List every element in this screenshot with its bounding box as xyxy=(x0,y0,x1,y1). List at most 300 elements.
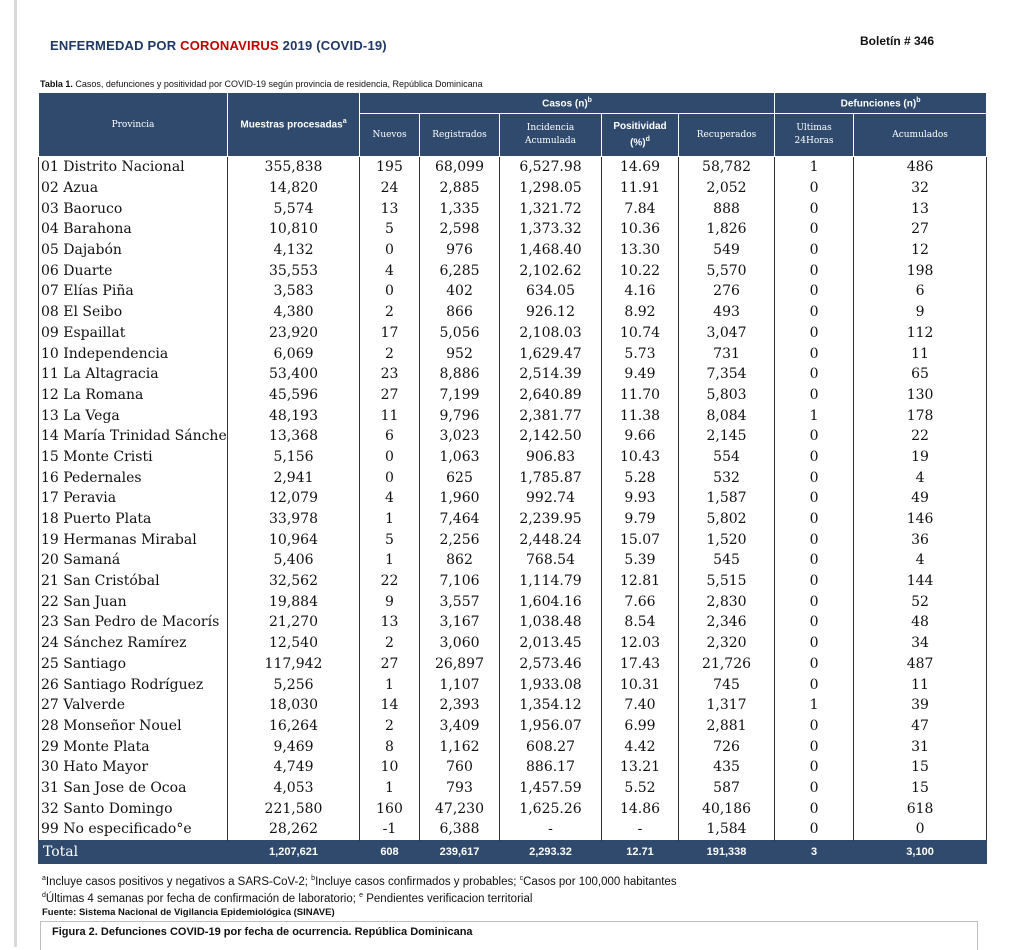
cell-muestras: 33,978 xyxy=(228,509,360,530)
cell-nuevos: 4 xyxy=(360,488,420,509)
cell-positividad: 7.84 xyxy=(602,198,679,219)
table-row xyxy=(39,529,987,550)
cell-incidencia: 1,457.59 xyxy=(500,778,602,799)
cell-incidencia: 1,468.40 xyxy=(500,240,602,261)
cell-provincia: 14 María Trinidad Sánche xyxy=(39,426,228,447)
total-cell-acumulados: 3,100 xyxy=(854,840,987,863)
cell-muestras: 10,810 xyxy=(228,219,360,240)
cell-muestras: 45,596 xyxy=(228,385,360,406)
cell-recuperados: 726 xyxy=(679,736,775,757)
cell-provincia: 04 Barahona xyxy=(39,219,228,240)
table-row xyxy=(39,467,987,488)
cell-acumulados: 130 xyxy=(854,385,987,406)
cell-recuperados: 745 xyxy=(679,674,775,695)
title-highlight: CORONAVIRUS xyxy=(180,38,279,53)
cell-ultimas-24h: 0 xyxy=(775,426,854,447)
cell-positividad: 8.54 xyxy=(602,612,679,633)
group-header-defunciones: Defunciones $(n)^b$ xyxy=(775,93,987,114)
cell-incidencia: 886.17 xyxy=(500,757,602,778)
cell-recuperados: 2,346 xyxy=(679,612,775,633)
cell-recuperados: 1,584 xyxy=(679,819,775,840)
cell-acumulados: 198 xyxy=(854,260,987,281)
cell-recuperados: 435 xyxy=(679,757,775,778)
cell-recuperados: 2,830 xyxy=(679,591,775,612)
table-caption-label: Tabla 1. xyxy=(40,79,73,89)
table-row xyxy=(39,591,987,612)
cell-ultimas-24h: 0 xyxy=(775,571,854,592)
cell-ultimas-24h: 0 xyxy=(775,447,854,468)
cell-registrados: 1,960 xyxy=(420,488,500,509)
cell-incidencia: 1,298.05 xyxy=(500,178,602,199)
cell-positividad: - xyxy=(602,819,679,840)
cell-registrados: 26,897 xyxy=(420,654,500,675)
cell-recuperados: 549 xyxy=(679,240,775,261)
cell-muestras: 4,132 xyxy=(228,240,360,261)
cell-muestras: 117,942 xyxy=(228,654,360,675)
cell-acumulados: 618 xyxy=(854,798,987,819)
col-header-nuevos: Nuevos xyxy=(360,114,420,157)
cell-registrados: 3,060 xyxy=(420,633,500,654)
cell-recuperados: 8,084 xyxy=(679,405,775,426)
cell-nuevos: 5 xyxy=(360,529,420,550)
cell-acumulados: 11 xyxy=(854,674,987,695)
cell-positividad: 13.21 xyxy=(602,757,679,778)
cell-acumulados: 178 xyxy=(854,405,987,426)
cell-positividad: 9.79 xyxy=(602,509,679,530)
cell-muestras: 14,820 xyxy=(228,178,360,199)
cell-recuperados: 587 xyxy=(679,778,775,799)
col-header-muestras: Muestras procesadas$^a$ xyxy=(228,93,360,157)
cell-muestras: 12,540 xyxy=(228,633,360,654)
cell-nuevos: 10 xyxy=(360,757,420,778)
footnote-line-2: $^d$Últimas 4 semanas por fecha de confirmación de laboratorio; $^e$ Pendientes verificacion territorial xyxy=(42,891,533,905)
cell-registrados: 793 xyxy=(420,778,500,799)
cell-nuevos: 11 xyxy=(360,405,420,426)
cell-muestras: 5,256 xyxy=(228,674,360,695)
cell-positividad: 5.39 xyxy=(602,550,679,571)
table-row xyxy=(39,571,987,592)
cell-muestras: 13,368 xyxy=(228,426,360,447)
cell-muestras: 9,469 xyxy=(228,736,360,757)
cell-nuevos: 27 xyxy=(360,654,420,675)
cell-acumulados: 52 xyxy=(854,591,987,612)
table-row xyxy=(39,364,987,385)
cell-provincia: 11 La Altagracia xyxy=(39,364,228,385)
cell-ultimas-24h: 0 xyxy=(775,509,854,530)
cell-provincia: 28 Monseñor Nouel xyxy=(39,716,228,737)
cell-positividad: 10.74 xyxy=(602,323,679,344)
cell-nuevos: 2 xyxy=(360,716,420,737)
cell-incidencia: 1,956.07 xyxy=(500,716,602,737)
cell-ultimas-24h: 0 xyxy=(775,281,854,302)
footnote-line-1: $^a$Incluye casos positivos y negativos a SARS-CoV-2; $^b$Incluye casos confirmados y probables; $^c$Casos por 100,000 habitantes xyxy=(42,875,677,888)
cell-registrados: 2,393 xyxy=(420,695,500,716)
cell-recuperados: 545 xyxy=(679,550,775,571)
cell-ultimas-24h: 0 xyxy=(775,736,854,757)
cell-registrados: 5,056 xyxy=(420,323,500,344)
cell-muestras: 53,400 xyxy=(228,364,360,385)
cell-recuperados: 21,726 xyxy=(679,654,775,675)
cell-recuperados: 731 xyxy=(679,343,775,364)
cell-provincia: 25 Santiago xyxy=(39,654,228,675)
cell-provincia: 18 Puerto Plata xyxy=(39,509,228,530)
cell-ultimas-24h: 0 xyxy=(775,819,854,840)
col-header-ultimas-24h: Ultimas 24Horas xyxy=(775,114,854,157)
cell-acumulados: 47 xyxy=(854,716,987,737)
cell-provincia: 32 Santo Domingo xyxy=(39,798,228,819)
col-header-provincia: Provincia xyxy=(39,93,228,157)
cell-ultimas-24h: 0 xyxy=(775,550,854,571)
cell-provincia: 03 Baoruco xyxy=(39,198,228,219)
cell-muestras: 5,406 xyxy=(228,550,360,571)
cell-provincia: 02 Azua xyxy=(39,178,228,199)
cell-positividad: 9.66 xyxy=(602,426,679,447)
col-header-acumulados: Acumulados xyxy=(854,114,987,157)
cell-positividad: 4.16 xyxy=(602,281,679,302)
cell-recuperados: 40,186 xyxy=(679,798,775,819)
cell-provincia: 22 San Juan xyxy=(39,591,228,612)
table-caption-text: Casos, defunciones y positividad por COVID-19 según provincia de residencia, República Dominicana xyxy=(72,79,483,89)
col-header-incidencia: Incidencia Acumulada xyxy=(500,114,602,157)
cell-positividad: 11.38 xyxy=(602,405,679,426)
cell-positividad: 10.22 xyxy=(602,260,679,281)
cell-nuevos: 160 xyxy=(360,798,420,819)
table-row xyxy=(39,654,987,675)
cell-provincia: 17 Peravia xyxy=(39,488,228,509)
data-source: Fuente: Sistema Nacional de Vigilancia Epidemiológica (SINAVE) xyxy=(42,906,335,918)
bulletin-number: Boletín # 346 xyxy=(860,34,935,48)
cell-incidencia: 2,514.39 xyxy=(500,364,602,385)
cell-provincia: 31 San Jose de Ocoa xyxy=(39,778,228,799)
cell-ultimas-24h: 0 xyxy=(775,654,854,675)
cell-nuevos: -1 xyxy=(360,819,420,840)
cell-acumulados: 48 xyxy=(854,612,987,633)
cell-recuperados: 493 xyxy=(679,302,775,323)
cell-nuevos: 24 xyxy=(360,178,420,199)
cell-registrados: 976 xyxy=(420,240,500,261)
table-row xyxy=(39,240,987,261)
cell-muestras: 48,193 xyxy=(228,405,360,426)
cell-registrados: 7,199 xyxy=(420,385,500,406)
table-row xyxy=(39,612,987,633)
cell-ultimas-24h: 0 xyxy=(775,529,854,550)
cell-nuevos: 1 xyxy=(360,778,420,799)
cell-incidencia: 2,381.77 xyxy=(500,405,602,426)
table-row xyxy=(39,736,987,757)
cell-provincia: 15 Monte Cristi xyxy=(39,447,228,468)
cell-provincia: 06 Duarte xyxy=(39,260,228,281)
cell-recuperados: 5,570 xyxy=(679,260,775,281)
cell-ultimas-24h: 0 xyxy=(775,343,854,364)
cell-ultimas-24h: 0 xyxy=(775,798,854,819)
cell-ultimas-24h: 0 xyxy=(775,633,854,654)
cell-registrados: 866 xyxy=(420,302,500,323)
cell-nuevos: 9 xyxy=(360,591,420,612)
cell-ultimas-24h: 0 xyxy=(775,364,854,385)
table-row xyxy=(39,509,987,530)
cell-recuperados: 1,317 xyxy=(679,695,775,716)
cell-incidencia: 608.27 xyxy=(500,736,602,757)
table-row xyxy=(39,281,987,302)
cell-incidencia: 2,013.45 xyxy=(500,633,602,654)
cell-recuperados: 2,881 xyxy=(679,716,775,737)
cell-recuperados: 276 xyxy=(679,281,775,302)
cell-recuperados: 2,052 xyxy=(679,178,775,199)
cell-muestras: 4,053 xyxy=(228,778,360,799)
cell-nuevos: 0 xyxy=(360,467,420,488)
table-row xyxy=(39,778,987,799)
cell-provincia: 16 Pedernales xyxy=(39,467,228,488)
cell-muestras: 6,069 xyxy=(228,343,360,364)
cell-registrados: 2,885 xyxy=(420,178,500,199)
cell-registrados: 625 xyxy=(420,467,500,488)
table-row xyxy=(39,798,987,819)
total-cell-provincia: Total xyxy=(39,840,228,863)
cell-incidencia: 1,604.16 xyxy=(500,591,602,612)
cell-ultimas-24h: 0 xyxy=(775,240,854,261)
cell-registrados: 9,796 xyxy=(420,405,500,426)
cell-incidencia: 906.83 xyxy=(500,447,602,468)
cell-acumulados: 27 xyxy=(854,219,987,240)
cell-nuevos: 1 xyxy=(360,509,420,530)
cell-incidencia: 2,573.46 xyxy=(500,654,602,675)
cell-ultimas-24h: 0 xyxy=(775,385,854,406)
cell-nuevos: 17 xyxy=(360,323,420,344)
cell-acumulados: 36 xyxy=(854,529,987,550)
cell-muestras: 4,749 xyxy=(228,757,360,778)
cell-registrados: 8,886 xyxy=(420,364,500,385)
cell-recuperados: 5,802 xyxy=(679,509,775,530)
cell-incidencia: 1,629.47 xyxy=(500,343,602,364)
cell-positividad: 15.07 xyxy=(602,529,679,550)
table-row xyxy=(39,302,987,323)
page-left-rule xyxy=(14,0,17,947)
cell-acumulados: 65 xyxy=(854,364,987,385)
cell-acumulados: 487 xyxy=(854,654,987,675)
cell-provincia: 24 Sánchez Ramírez xyxy=(39,633,228,654)
cell-positividad: 9.49 xyxy=(602,364,679,385)
total-cell-positividad: 12.71 xyxy=(602,840,679,863)
table-row xyxy=(39,178,987,199)
table-caption xyxy=(40,79,483,89)
cell-positividad: 6.99 xyxy=(602,716,679,737)
cell-positividad: 5.28 xyxy=(602,467,679,488)
cell-acumulados: 146 xyxy=(854,509,987,530)
table-total-row xyxy=(39,840,987,863)
cell-nuevos: 22 xyxy=(360,571,420,592)
cell-nuevos: 13 xyxy=(360,198,420,219)
cell-incidencia: 6,527.98 xyxy=(500,157,602,178)
col-header-positividad: Positividad (%)$^d$ xyxy=(602,114,679,157)
cell-ultimas-24h: 0 xyxy=(775,467,854,488)
table-row xyxy=(39,260,987,281)
cell-ultimas-24h: 0 xyxy=(775,178,854,199)
cell-muestras: 5,574 xyxy=(228,198,360,219)
cell-ultimas-24h: 0 xyxy=(775,302,854,323)
cell-acumulados: 15 xyxy=(854,757,987,778)
total-cell-incidencia: 2,293.32 xyxy=(500,840,602,863)
cell-incidencia: 1,321.72 xyxy=(500,198,602,219)
table-row xyxy=(39,323,987,344)
table-row xyxy=(39,385,987,406)
cell-registrados: 760 xyxy=(420,757,500,778)
cell-positividad: 4.42 xyxy=(602,736,679,757)
cell-acumulados: 34 xyxy=(854,633,987,654)
cell-registrados: 7,106 xyxy=(420,571,500,592)
cell-recuperados: 5,515 xyxy=(679,571,775,592)
cell-incidencia: 2,142.50 xyxy=(500,426,602,447)
total-cell-ultimas-24h: 3 xyxy=(775,840,854,863)
cell-muestras: 10,964 xyxy=(228,529,360,550)
document-title xyxy=(50,38,387,53)
cell-nuevos: 2 xyxy=(360,343,420,364)
table-row xyxy=(39,819,987,840)
cell-incidencia: 1,373.32 xyxy=(500,219,602,240)
cell-nuevos: 2 xyxy=(360,302,420,323)
cell-registrados: 1,162 xyxy=(420,736,500,757)
cell-acumulados: 0 xyxy=(854,819,987,840)
cell-recuperados: 5,803 xyxy=(679,385,775,406)
cell-muestras: 32,562 xyxy=(228,571,360,592)
cell-acumulados: 49 xyxy=(854,488,987,509)
cell-nuevos: 4 xyxy=(360,260,420,281)
total-cell-recuperados: 191,338 xyxy=(679,840,775,863)
cell-recuperados: 1,587 xyxy=(679,488,775,509)
cell-provincia: 01 Distrito Nacional xyxy=(39,157,228,178)
table-row xyxy=(39,695,987,716)
cell-positividad: 5.73 xyxy=(602,343,679,364)
cell-ultimas-24h: 0 xyxy=(775,219,854,240)
cell-incidencia: 1,625.26 xyxy=(500,798,602,819)
cell-registrados: 3,167 xyxy=(420,612,500,633)
table-row xyxy=(39,219,987,240)
cell-muestras: 19,884 xyxy=(228,591,360,612)
cell-provincia: 26 Santiago Rodríguez xyxy=(39,674,228,695)
cell-acumulados: 9 xyxy=(854,302,987,323)
cell-nuevos: 14 xyxy=(360,695,420,716)
cell-provincia: 08 El Seibo xyxy=(39,302,228,323)
cell-registrados: 2,256 xyxy=(420,529,500,550)
cell-muestras: 35,553 xyxy=(228,260,360,281)
cell-nuevos: 0 xyxy=(360,447,420,468)
cell-acumulados: 19 xyxy=(854,447,987,468)
table-row xyxy=(39,674,987,695)
cell-provincia: 23 San Pedro de Macorís xyxy=(39,612,228,633)
cell-positividad: 5.52 xyxy=(602,778,679,799)
cell-muestras: 12,079 xyxy=(228,488,360,509)
cell-positividad: 10.31 xyxy=(602,674,679,695)
cell-positividad: 7.40 xyxy=(602,695,679,716)
cell-provincia: 10 Independencia xyxy=(39,343,228,364)
cell-recuperados: 58,782 xyxy=(679,157,775,178)
cell-acumulados: 15 xyxy=(854,778,987,799)
cell-ultimas-24h: 0 xyxy=(775,612,854,633)
cell-registrados: 1,063 xyxy=(420,447,500,468)
cell-registrados: 68,099 xyxy=(420,157,500,178)
cell-nuevos: 0 xyxy=(360,281,420,302)
cell-incidencia: 1,354.12 xyxy=(500,695,602,716)
cell-provincia: 05 Dajabón xyxy=(39,240,228,261)
cell-acumulados: 39 xyxy=(854,695,987,716)
cell-ultimas-24h: 0 xyxy=(775,778,854,799)
cell-muestras: 18,030 xyxy=(228,695,360,716)
cell-incidencia: 926.12 xyxy=(500,302,602,323)
cell-registrados: 862 xyxy=(420,550,500,571)
cell-positividad: 11.70 xyxy=(602,385,679,406)
group-header-casos: Casos $(n)^b$ xyxy=(360,93,775,114)
cell-registrados: 47,230 xyxy=(420,798,500,819)
cell-incidencia: 1,785.87 xyxy=(500,467,602,488)
cell-provincia: 13 La Vega xyxy=(39,405,228,426)
cell-acumulados: 13 xyxy=(854,198,987,219)
cell-positividad: 17.43 xyxy=(602,654,679,675)
cell-acumulados: 144 xyxy=(854,571,987,592)
cell-muestras: 355,838 xyxy=(228,157,360,178)
col-header-registrados: Registrados xyxy=(420,114,500,157)
cell-recuperados: 1,520 xyxy=(679,529,775,550)
cell-acumulados: 4 xyxy=(854,550,987,571)
cell-nuevos: 6 xyxy=(360,426,420,447)
cell-incidencia: 768.54 xyxy=(500,550,602,571)
cell-ultimas-24h: 0 xyxy=(775,488,854,509)
table-group-header-row xyxy=(39,93,987,114)
cell-muestras: 5,156 xyxy=(228,447,360,468)
cell-incidencia: 1,933.08 xyxy=(500,674,602,695)
cell-incidencia: 634.05 xyxy=(500,281,602,302)
cell-nuevos: 0 xyxy=(360,240,420,261)
table-row xyxy=(39,157,987,178)
cell-nuevos: 1 xyxy=(360,674,420,695)
cell-nuevos: 23 xyxy=(360,364,420,385)
cell-registrados: 6,285 xyxy=(420,260,500,281)
table-row xyxy=(39,757,987,778)
cell-registrados: 952 xyxy=(420,343,500,364)
cell-provincia: 20 Samaná xyxy=(39,550,228,571)
figure-caption: Figura 2. Defunciones COVID-19 por fecha de ocurrencia. República Dominicana xyxy=(52,926,473,938)
table-row xyxy=(39,343,987,364)
cell-positividad: 11.91 xyxy=(602,178,679,199)
cell-recuperados: 3,047 xyxy=(679,323,775,344)
cell-acumulados: 112 xyxy=(854,323,987,344)
cell-nuevos: 27 xyxy=(360,385,420,406)
cell-ultimas-24h: 0 xyxy=(775,198,854,219)
cell-recuperados: 554 xyxy=(679,447,775,468)
cell-positividad: 8.92 xyxy=(602,302,679,323)
table-row xyxy=(39,198,987,219)
cell-provincia: 21 San Cristóbal xyxy=(39,571,228,592)
cell-nuevos: 13 xyxy=(360,612,420,633)
cell-acumulados: 31 xyxy=(854,736,987,757)
cell-registrados: 3,557 xyxy=(420,591,500,612)
table-row xyxy=(39,488,987,509)
cell-muestras: 2,941 xyxy=(228,467,360,488)
cell-recuperados: 888 xyxy=(679,198,775,219)
cell-acumulados: 22 xyxy=(854,426,987,447)
cell-incidencia: 2,102.62 xyxy=(500,260,602,281)
cell-acumulados: 32 xyxy=(854,178,987,199)
cell-acumulados: 11 xyxy=(854,343,987,364)
cell-registrados: 6,388 xyxy=(420,819,500,840)
cell-registrados: 3,409 xyxy=(420,716,500,737)
cell-recuperados: 7,354 xyxy=(679,364,775,385)
cell-muestras: 23,920 xyxy=(228,323,360,344)
cell-provincia: 27 Valverde xyxy=(39,695,228,716)
cell-positividad: 14.69 xyxy=(602,157,679,178)
cell-registrados: 3,023 xyxy=(420,426,500,447)
table-row xyxy=(39,447,987,468)
cell-incidencia: 1,114.79 xyxy=(500,571,602,592)
cell-positividad: 10.43 xyxy=(602,447,679,468)
